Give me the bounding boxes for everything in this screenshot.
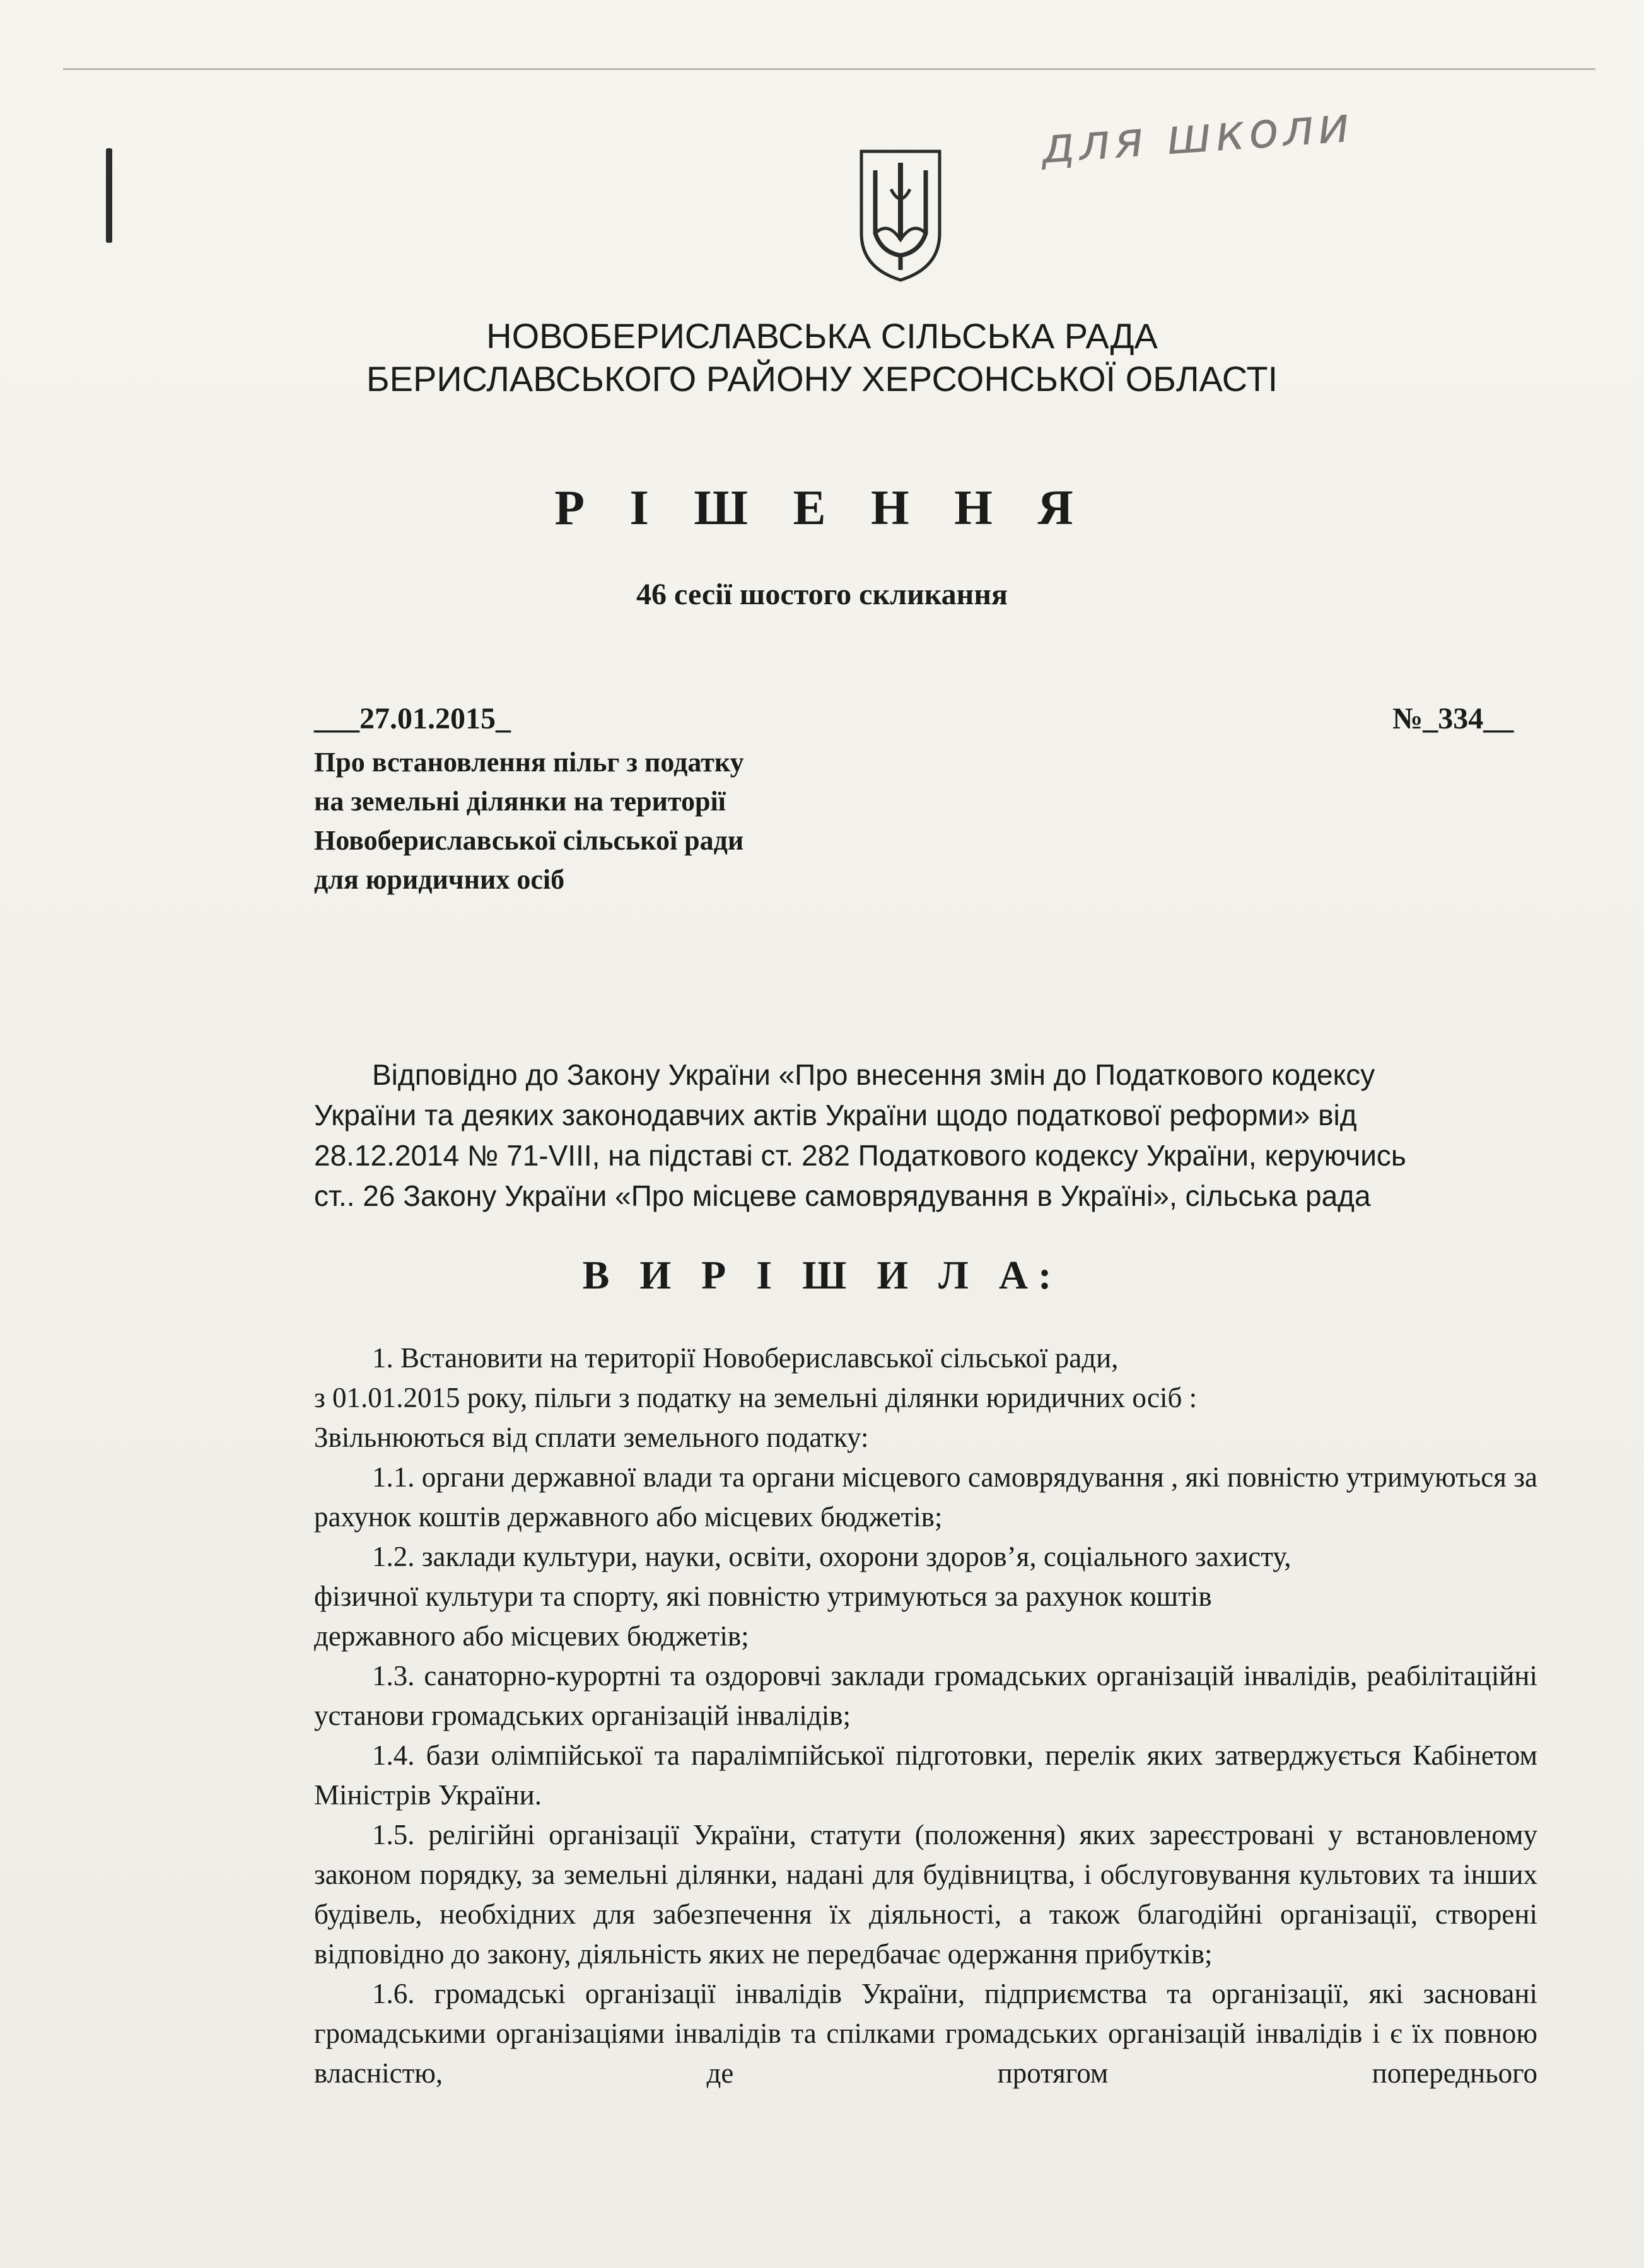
margin-mark <box>106 148 112 243</box>
item-1-2-line: державного або місцевих бюджетів; <box>314 1620 749 1652</box>
handwritten-note: для школи <box>1039 96 1355 175</box>
item-1-6: 1.6. громадські організації інвалідів України, підприємства та організації, які засновані громадськими організаціями інвалідів та спілками громадських організацій інвалідів і є їх повною власністю, де протягом попереднього <box>314 1978 1537 2089</box>
preamble <box>314 1055 1537 1216</box>
decision-subject <box>314 743 882 899</box>
item-1-line: Звільнюються від сплати земельного податку: <box>314 1422 869 1453</box>
decision-number: №_334__ <box>1392 702 1514 735</box>
decision-body <box>314 1338 1537 2093</box>
district-name: БЕРИСЛАВСЬКОГО РАЙОНУ ХЕРСОНСЬКОЇ ОБЛАСТІ <box>366 359 1278 399</box>
top-edge-line <box>63 68 1595 70</box>
item-1-2-line: фізичної культури та спорту, які повністю утримуються за рахунок коштів <box>314 1581 1212 1612</box>
session-info: 46 сесії шостого скликання <box>636 578 1008 611</box>
subject-line: Новобериславської сільської ради <box>314 825 744 856</box>
decision-date: ___27.01.2015_ <box>314 702 511 735</box>
item-1-5: 1.5. релігійні організації України, статути (положення) яких зареєстровані у встановленому законом порядку, за земельні ділянки, надані для будівництва, і обслуговування культових та інших будівель, необхідних для забезпечення їх діяльності, а також благодійні організації, створені відповідно до закону, діяльність яких не передбачає одержання прибутків; <box>314 1819 1537 1970</box>
preamble-line: України та деяких законодавчих актів України щодо податкової реформи» від <box>314 1099 1357 1131</box>
decided-heading: В И Р І Ш И Л А: <box>582 1253 1062 1297</box>
coat-of-arms-icon <box>856 145 945 284</box>
item-1-2-line: 1.2. заклади культури, науки, освіти, охорони здоров’я, соціального захисту, <box>372 1541 1291 1572</box>
subject-line: Про встановлення пільг з податку <box>314 747 744 778</box>
subject-line: для юридичних осіб <box>314 864 565 895</box>
preamble-line: Відповідно до Закону України «Про внесення змін до Податкового кодексу <box>372 1058 1375 1091</box>
preamble-line: 28.12.2014 № 71-VIII, на підставі ст. 282 Податкового кодексу України, керуючись <box>314 1139 1406 1172</box>
council-name: НОВОБЕРИСЛАВСЬКА СІЛЬСЬКА РАДА <box>486 316 1158 356</box>
preamble-line: ст.. 26 Закону України «Про місцеве самоврядування в Україні», сільська рада <box>314 1179 1371 1212</box>
item-1-1: 1.1. органи державної влади та органи місцевого самоврядування , які повністю утримуються за рахунок коштів державного або місцевих бюджетів; <box>314 1461 1537 1533</box>
item-1-line: з 01.01.2015 року, пільги з податку на земельні ділянки юридичних осіб : <box>314 1382 1198 1413</box>
item-1-4: 1.4. бази олімпійської та паралімпійської підготовки, перелік яких затверджується Кабінетом Міністрів України. <box>314 1739 1537 1811</box>
document-type-title: Р І Ш Е Н Н Я <box>554 480 1090 535</box>
item-1-3: 1.3. санаторно-курортні та оздоровчі заклади громадських організацій інвалідів, реабілітаційні установи громадських організацій інвалідів; <box>314 1660 1537 1731</box>
item-1-line: 1. Встановити на території Новобериславської сільської ради, <box>372 1342 1119 1374</box>
subject-line: на земельні ділянки на території <box>314 786 726 817</box>
